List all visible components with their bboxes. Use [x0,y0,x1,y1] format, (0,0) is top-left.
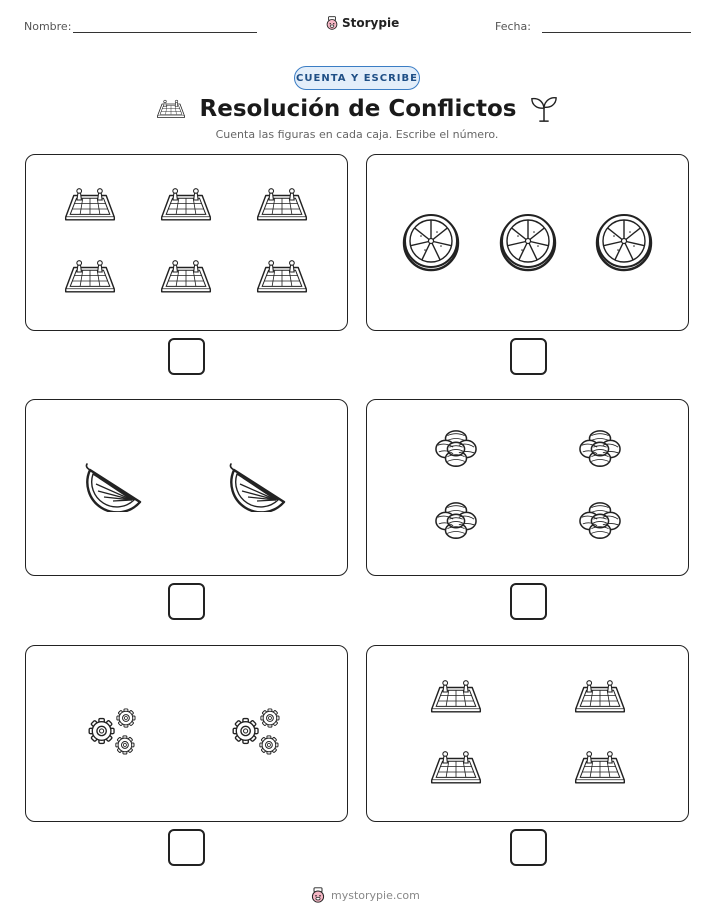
board-game-icon [429,678,483,715]
board-game-icon [159,258,213,295]
rope-knot-icon [433,500,479,542]
answer-box-3[interactable] [168,583,205,620]
answer-box-2[interactable] [510,338,547,375]
name-label: Nombre: [24,20,72,33]
problem-card-3 [25,399,348,576]
orange-slice-icon [594,212,654,272]
storypie-logo-icon [310,887,326,903]
footer [310,884,420,906]
answer-box-4[interactable] [510,583,547,620]
orange-slice-icon [401,212,461,272]
orange-slice-icon [498,212,558,272]
problem-card-1 [25,154,348,331]
answer-box-5[interactable] [168,829,205,866]
board-game-icon [255,186,309,223]
name-line[interactable] [73,32,257,33]
rope-knot-icon [577,500,623,542]
problem-card-2 [366,154,689,331]
footer-url[interactable]: mystorypie.com [331,888,420,902]
page-title: Resolución de Conflictos [199,96,517,122]
problem-card-4 [366,399,689,576]
gears-icon [228,706,286,758]
lemon-wedge-icon [226,458,288,512]
board-game-icon [63,258,117,295]
brand-name: Storypie [342,16,400,30]
rope-knot-icon [577,428,623,470]
sprout-icon [530,95,558,123]
board-game-icon [573,678,627,715]
gears-icon [84,706,142,758]
rope-knot-icon [433,428,479,470]
answer-box-6[interactable] [510,829,547,866]
storypie-logo-icon [325,16,339,30]
date-label: Fecha: [495,20,531,33]
problem-card-5 [25,645,348,822]
board-game-icon [255,258,309,295]
board-game-icon [573,749,627,786]
lemon-wedge-icon [82,458,144,512]
brand-logo [325,13,399,33]
problem-card-6 [366,645,689,822]
board-game-icon [156,99,186,119]
answer-box-1[interactable] [168,338,205,375]
board-game-icon [429,749,483,786]
board-game-icon [159,186,213,223]
title-row [0,92,714,126]
date-line[interactable] [542,32,691,33]
activity-badge: CUENTA Y ESCRIBE [294,66,420,90]
board-game-icon [63,186,117,223]
instructions: Cuenta las figuras en cada caja. Escribe el número. [215,128,499,141]
